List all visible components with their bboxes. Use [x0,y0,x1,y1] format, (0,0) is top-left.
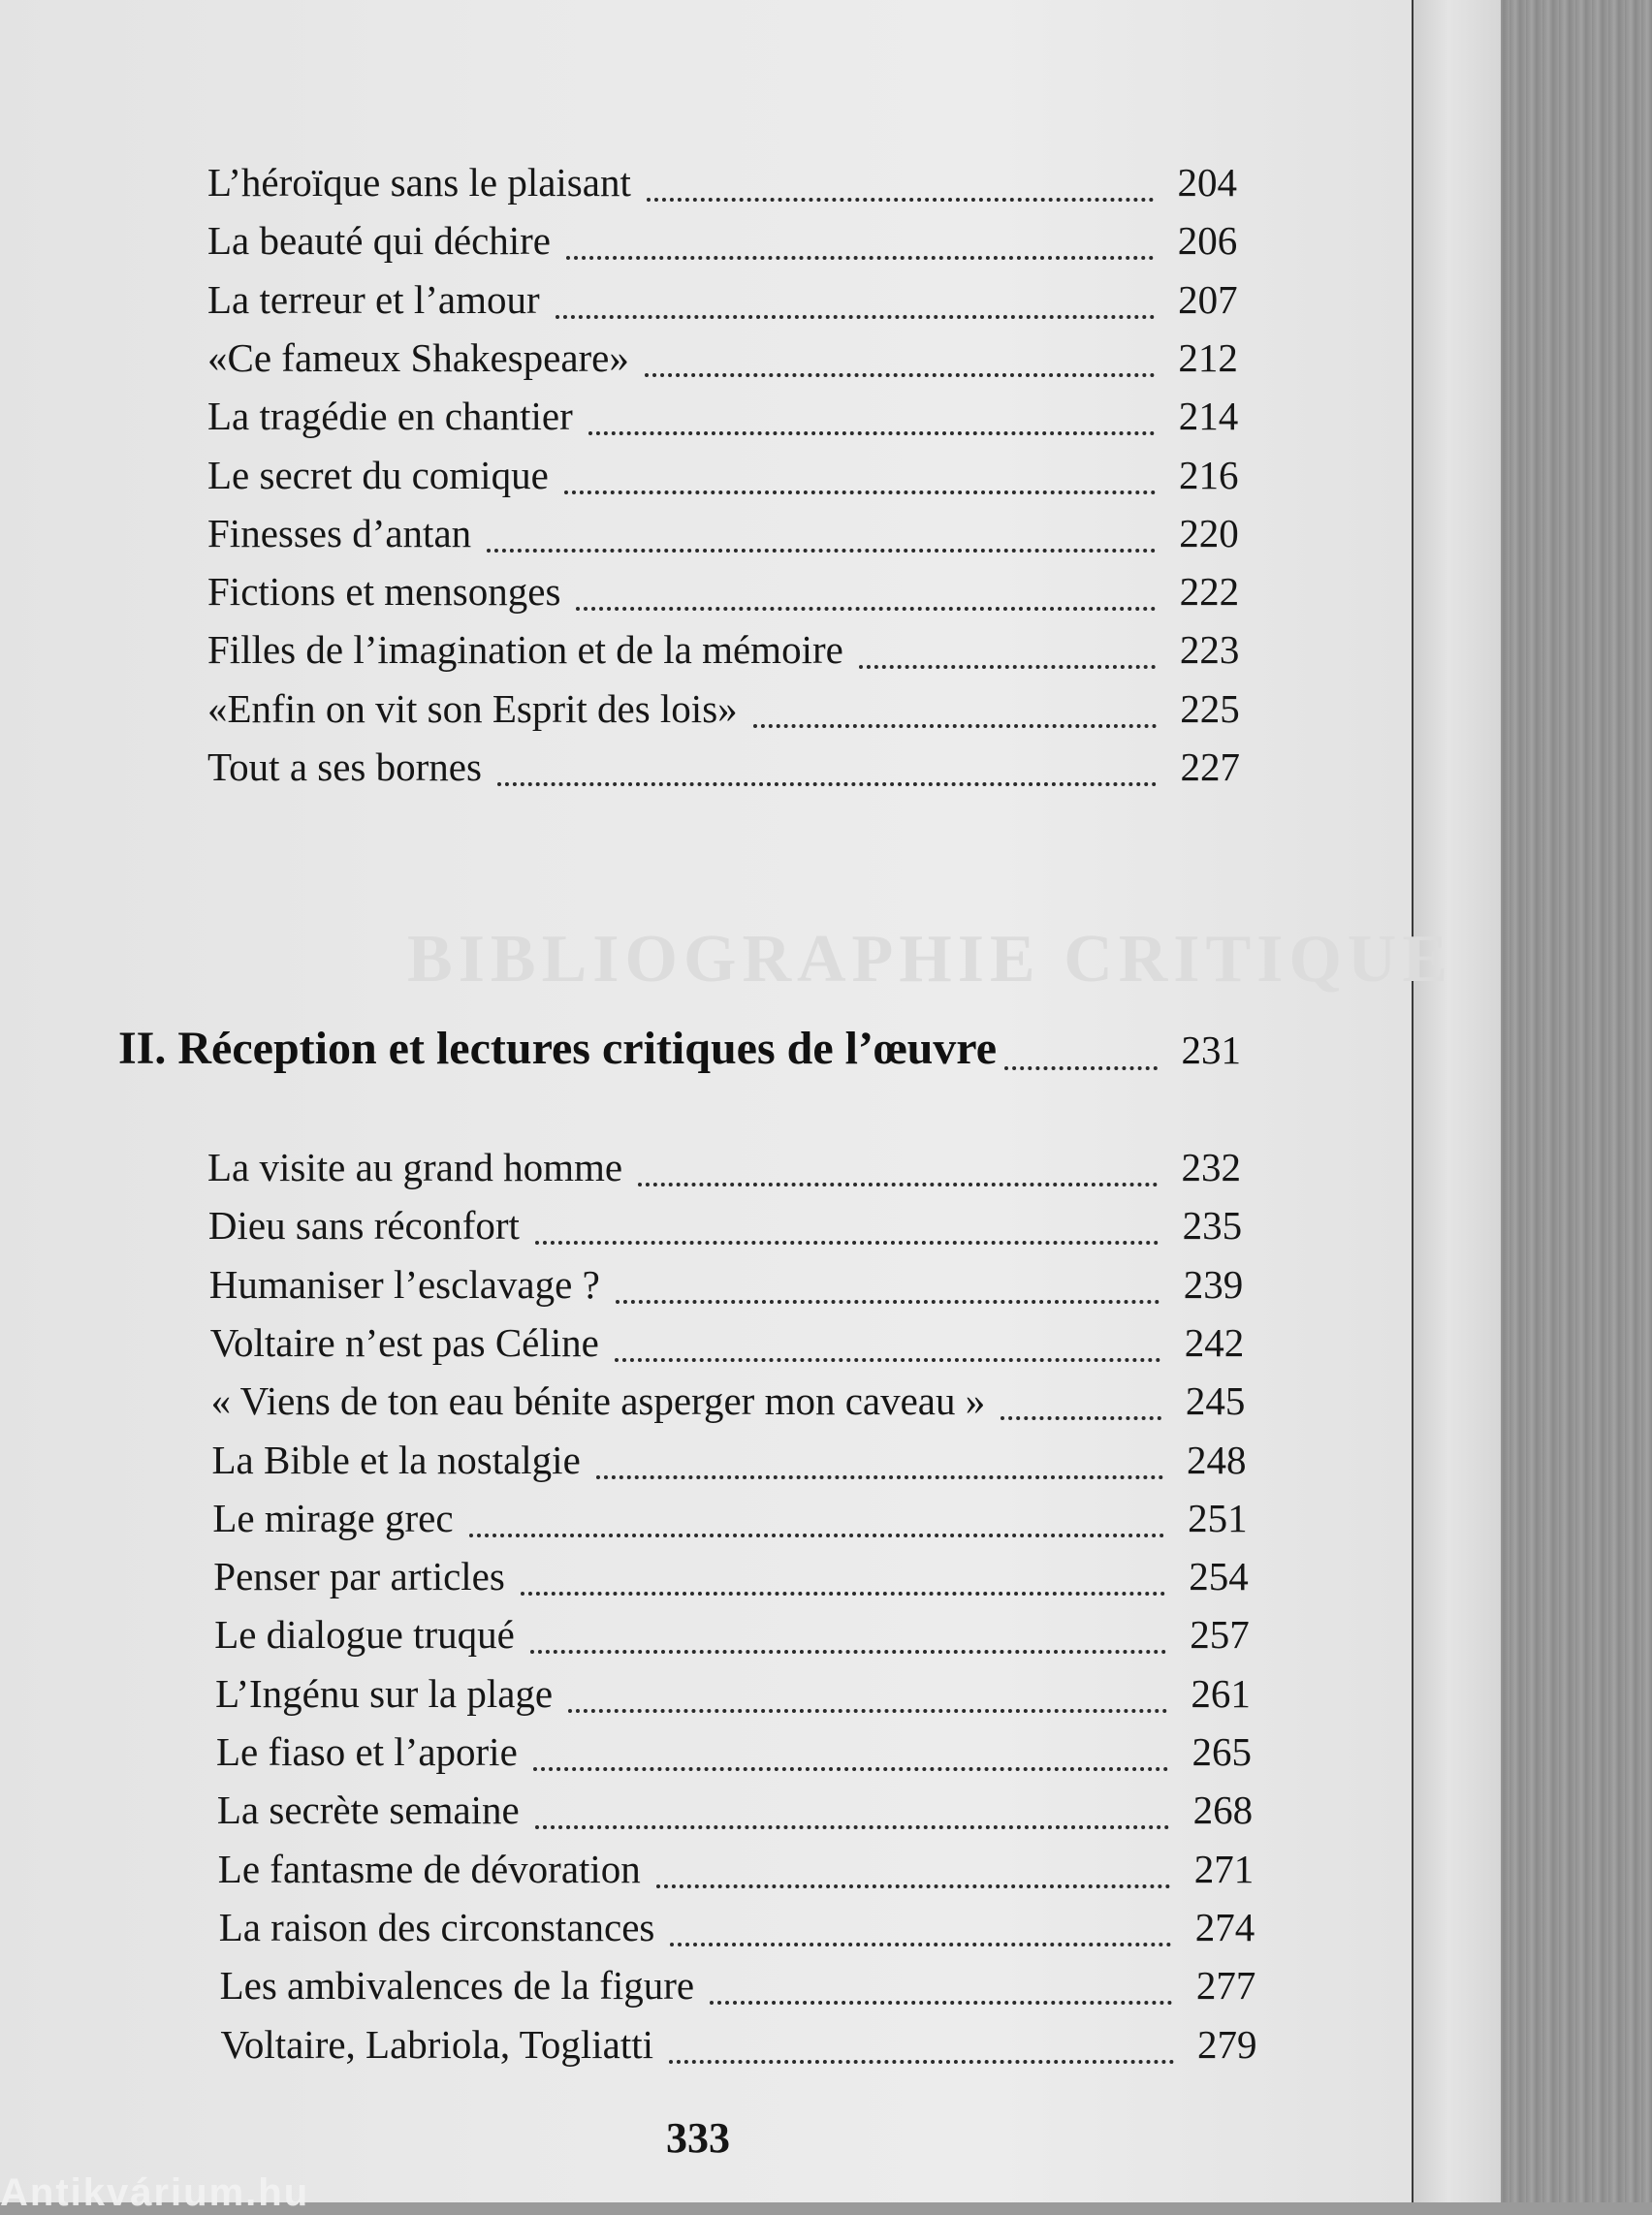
toc-entry-page: 277 [1195,1963,1256,2009]
toc-entry [220,1962,1256,2016]
toc-entry [216,1728,1252,1783]
toc-entry [207,334,1238,389]
toc-entry-title: La Bible et la nostalgie [211,1437,581,1482]
toc-entry [207,744,1240,798]
toc-entry-title: Finesses d’antan [207,510,472,555]
toc-entry-title: Voltaire, Labriola, Togliatti [220,2021,654,2067]
toc-entry-title: Fictions et mensonges [207,569,561,615]
dot-leader [576,607,1156,611]
toc-entry-page: 268 [1192,1788,1254,1833]
toc-entry-title: La beauté qui déchire [207,218,552,264]
toc-entry-page: 206 [1177,218,1238,264]
toc-entry [207,159,1237,213]
toc-entry [212,1437,1247,1491]
toc-entry [207,217,1237,271]
toc-entry-page: 216 [1179,452,1239,497]
toc-entry-page: 248 [1187,1437,1247,1482]
toc-entry-title: Filles de l’imagination et de la mémoire [207,627,843,673]
toc-entry-page: 274 [1194,1904,1255,1949]
dot-leader [615,1358,1160,1362]
toc-entry-page: 265 [1191,1729,1252,1774]
toc-entry [207,626,1239,680]
toc-entry-page: 245 [1185,1378,1246,1424]
show-through-heading: BIBLIOGRAPHIE CRITIQUE [407,922,1454,997]
toc-entry-page: 212 [1178,334,1238,380]
toc-entry [207,685,1240,740]
section-heading [118,1022,1241,1084]
toc-entry-title: La tragédie en chantier [207,394,573,439]
toc-entry-title: Voltaire n’est pas Céline [209,1319,599,1365]
toc-entry-title: Le mirage grec [212,1495,454,1540]
toc-entry [214,1611,1250,1665]
dot-leader [670,1943,1171,1946]
toc-entry [212,1495,1247,1549]
toc-entry-page: 257 [1190,1612,1250,1658]
toc-entry-title: La terreur et l’amour [207,276,540,322]
toc-entry-page: 261 [1191,1670,1251,1716]
dot-leader [564,490,1156,494]
dot-leader [588,431,1155,435]
dot-leader [533,1767,1168,1771]
dot-leader [521,1592,1165,1596]
dot-leader [669,2060,1173,2064]
toc-entry-page: 207 [1178,276,1238,322]
dot-leader [710,2001,1172,2005]
toc-entry [207,568,1239,622]
toc-entry-page: 220 [1179,510,1239,555]
toc-entry-page: 251 [1188,1495,1248,1540]
toc-entry-title: Penser par articles [213,1554,505,1599]
toc-entry-title: Humaniser l’esclavage ? [208,1261,600,1307]
toc-entry-page: 242 [1184,1319,1245,1365]
toc-entry [207,510,1239,564]
toc-entry-page: 214 [1178,394,1239,439]
toc-entry [221,2021,1257,2075]
background-surface [1493,0,1652,2202]
toc-entry-page: 235 [1182,1203,1243,1249]
toc-entry [208,1202,1242,1256]
dot-leader [566,256,1154,260]
toc-entry-title: «Ce fameux Shakespeare» [207,334,629,380]
toc-entry [210,1319,1245,1374]
toc-entry-title: Dieu sans réconfort [207,1203,520,1249]
dot-leader [638,1183,1158,1187]
toc-entry-page: 279 [1197,2021,1257,2067]
page-number: 333 [666,2114,730,2162]
toc-entry-page: 254 [1189,1554,1249,1599]
toc-entry-title: Le fantasme de dévoration [217,1846,641,1891]
dot-leader [616,1300,1160,1304]
toc-entry [218,1846,1254,1900]
toc-entry-page: 223 [1179,627,1240,673]
dot-leader [487,549,1156,553]
toc-entry-title: La raison des circonstances [218,1904,655,1949]
toc-entry-title: La secrète semaine [216,1788,520,1833]
dot-leader [656,1884,1170,1888]
toc-entry-title: Le dialogue truqué [214,1612,515,1658]
toc-entry-page: 227 [1180,744,1240,789]
dot-leader [568,1709,1167,1713]
dot-leader [1004,1066,1158,1070]
toc-entry [207,1144,1241,1198]
toc-entry [207,393,1238,447]
dot-leader [1001,1416,1161,1420]
toc-entry [215,1670,1251,1725]
dot-leader [497,782,1157,786]
dot-leader [645,373,1155,377]
toc-entry-title: L’Ingénu sur la plage [215,1670,554,1716]
dot-leader [556,315,1155,319]
toc-entry-title: Le fiaso et l’aporie [216,1729,518,1774]
toc-entry-page: 271 [1193,1846,1255,1891]
dot-leader [535,1241,1159,1245]
toc-entry-page: 225 [1180,685,1240,731]
toc-entry-page: 222 [1179,569,1240,615]
dot-leader [647,198,1154,202]
toc-entry [219,1904,1255,1958]
toc-entry-title: «Enfin on vit son Esprit des lois» [207,685,738,731]
dot-leader [530,1650,1166,1654]
dot-leader [469,1534,1164,1537]
toc-entry [217,1787,1253,1841]
toc-entry-page: 239 [1183,1261,1244,1307]
watermark: Antikvárium.hu [0,2171,310,2214]
dot-leader [859,665,1157,669]
dot-leader [596,1475,1163,1479]
toc-entry [207,276,1238,331]
toc-entry-title: La visite au grand homme [207,1145,623,1189]
toc-entry-title: « Viens de ton eau bénite asperger mon caveau » [210,1378,986,1424]
toc-entry [207,452,1239,506]
toc-entry-title: Le secret du comique [207,452,549,497]
section-heading-title: II. Réception et lectures critiques de l’œuvre [118,1023,998,1074]
dot-leader [753,724,1157,728]
section-heading-page: 231 [1181,1028,1241,1072]
toc-entry [211,1377,1246,1432]
toc-entry [213,1553,1248,1607]
dot-leader [535,1825,1169,1829]
toc-entry [209,1261,1243,1315]
toc-entry-page: 232 [1181,1145,1241,1189]
next-page-edge [1414,0,1501,2202]
toc-entry-page: 204 [1177,160,1237,205]
toc-entry-title: Les ambivalences de la figure [219,1963,695,2009]
toc-entry-title: Tout a ses bornes [207,744,482,789]
toc-entry-title: L’héroïque sans le plaisant [207,160,631,205]
